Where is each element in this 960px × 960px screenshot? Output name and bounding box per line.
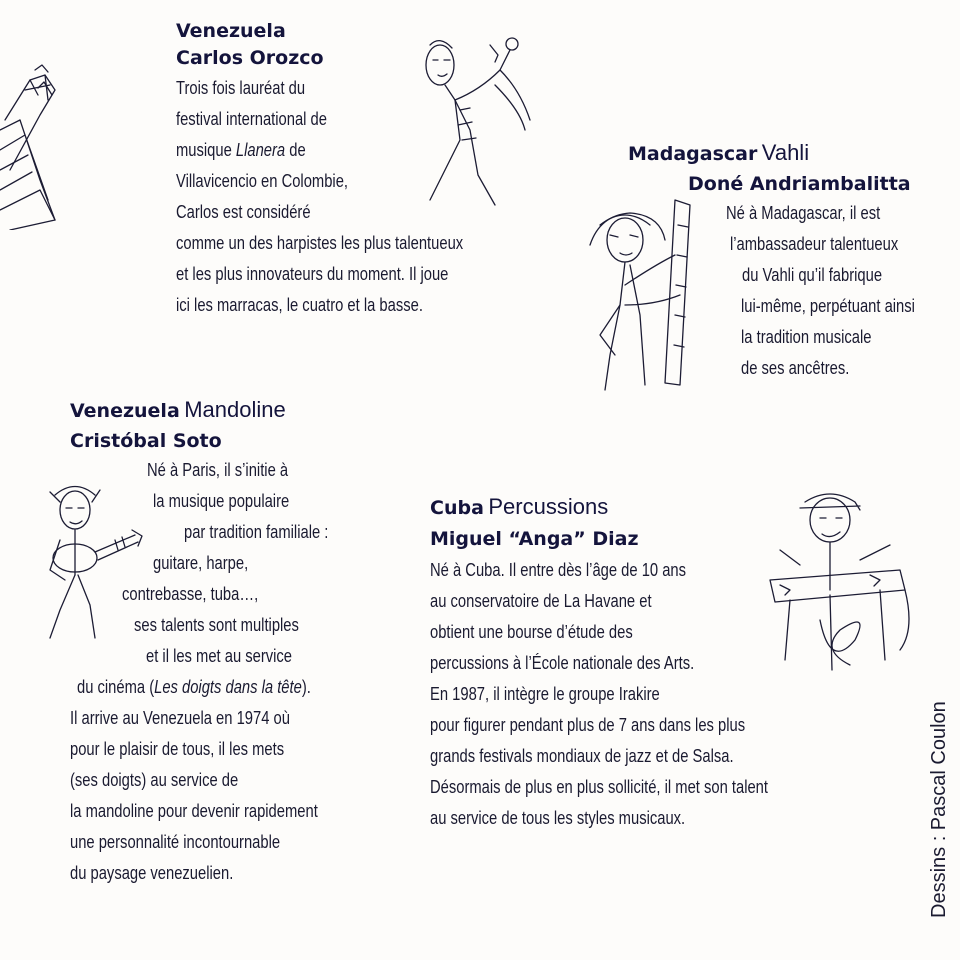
film-title: Les doigts dans la tête [154,677,302,697]
bio-line: Carlos est considéré [176,202,311,222]
artist-name: Doné Andriambalitta [688,173,911,195]
bio-line: obtient une bourse d’étude des [430,622,633,642]
bio-line: grands festivals mondiaux de jazz et de Salsa. [430,746,734,766]
bio-line: Il arrive au Venezuela en 1974 où [70,708,290,728]
instrument-label: Vahli [761,140,810,165]
bio-line: Trois fois lauréat du [176,78,306,98]
bio-line: la tradition musicale [741,327,872,347]
bio-line: Né à Madagascar, il est [726,203,881,223]
bio-line: Né à Cuba. Il entre dès l’âge de 10 ans [430,560,687,580]
bio-line: au conservatoire de La Havane et [430,591,652,611]
country-heading: Cuba Percussions [430,494,609,519]
artist-name: Carlos Orozco [176,47,324,69]
bio-line: pour le plaisir de tous, il les mets [70,739,285,759]
bio-line: Villavicencio en Colombie, [176,171,349,191]
bio-line: de ses ancêtres. [741,358,850,378]
bio-line: ici les marracas, le cuatro et la basse. [176,295,423,315]
instrument-label: Mandoline [184,397,286,422]
maracas-player-sketch-icon [400,30,550,210]
country-heading: Madagascar Vahli [628,140,810,165]
bio-line: percussions à l’École nationale des Arts. [430,653,695,673]
bio-line: la mandoline pour devenir rapidement [70,801,318,821]
bio-line: du cinéma (Les doigts dans la tête). [77,677,311,697]
artist-name: Cristóbal Soto [70,430,222,452]
bio-italic-term: Llanera [235,140,286,160]
bio-line: (ses doigts) au service de [70,770,239,790]
bio-line: En 1987, il intègre le groupe Irakire [430,684,660,704]
bio-line: la musique populaire [153,491,290,511]
artist-name: Miguel “Anga” Diaz [430,528,639,550]
instrument-label: Percussions [488,494,609,519]
bio-line: Désormais de plus en plus sollicité, il met son talent [430,777,769,797]
valiha-player-sketch-icon [580,195,730,395]
country-heading: Venezuela [176,20,286,42]
percussionist-sketch-icon [760,490,920,680]
bio-line: festival international de [176,109,327,129]
harp-sketch-icon [0,60,70,230]
bio-line: contrebasse, tuba…, [122,584,259,604]
illustration-credit: Dessins : Pascal Coulon [928,701,950,918]
bio-line: au service de tous les styles musicaux. [430,808,686,828]
country-heading: Venezuela Mandoline [70,397,286,422]
bio-line: et les plus innovateurs du moment. Il joue [176,264,449,284]
bio-line: lui-même, perpétuant ainsi [741,296,915,316]
bio-line: du paysage venezuelien. [70,863,234,883]
bio-line: du Vahli qu’il fabrique [742,265,883,285]
bio-line: l’ambassadeur talentueux [730,234,899,254]
bio-line: et il les met au service [146,646,293,666]
bio-line: comme un des harpistes les plus talentueux [176,233,464,253]
bio-line: ses talents sont multiples [134,615,299,635]
bio-line: par tradition familiale : [184,522,329,542]
bio-line: guitare, harpe, [153,553,249,573]
bio-line: pour figurer pendant plus de 7 ans dans les plus [430,715,746,735]
mandolin-player-sketch-icon [20,480,145,640]
bio-line: une personnalité incontournable [70,832,281,852]
bio-line: Né à Paris, il s’initie à [147,460,289,480]
bio-line: musique Llanera de [176,140,306,160]
